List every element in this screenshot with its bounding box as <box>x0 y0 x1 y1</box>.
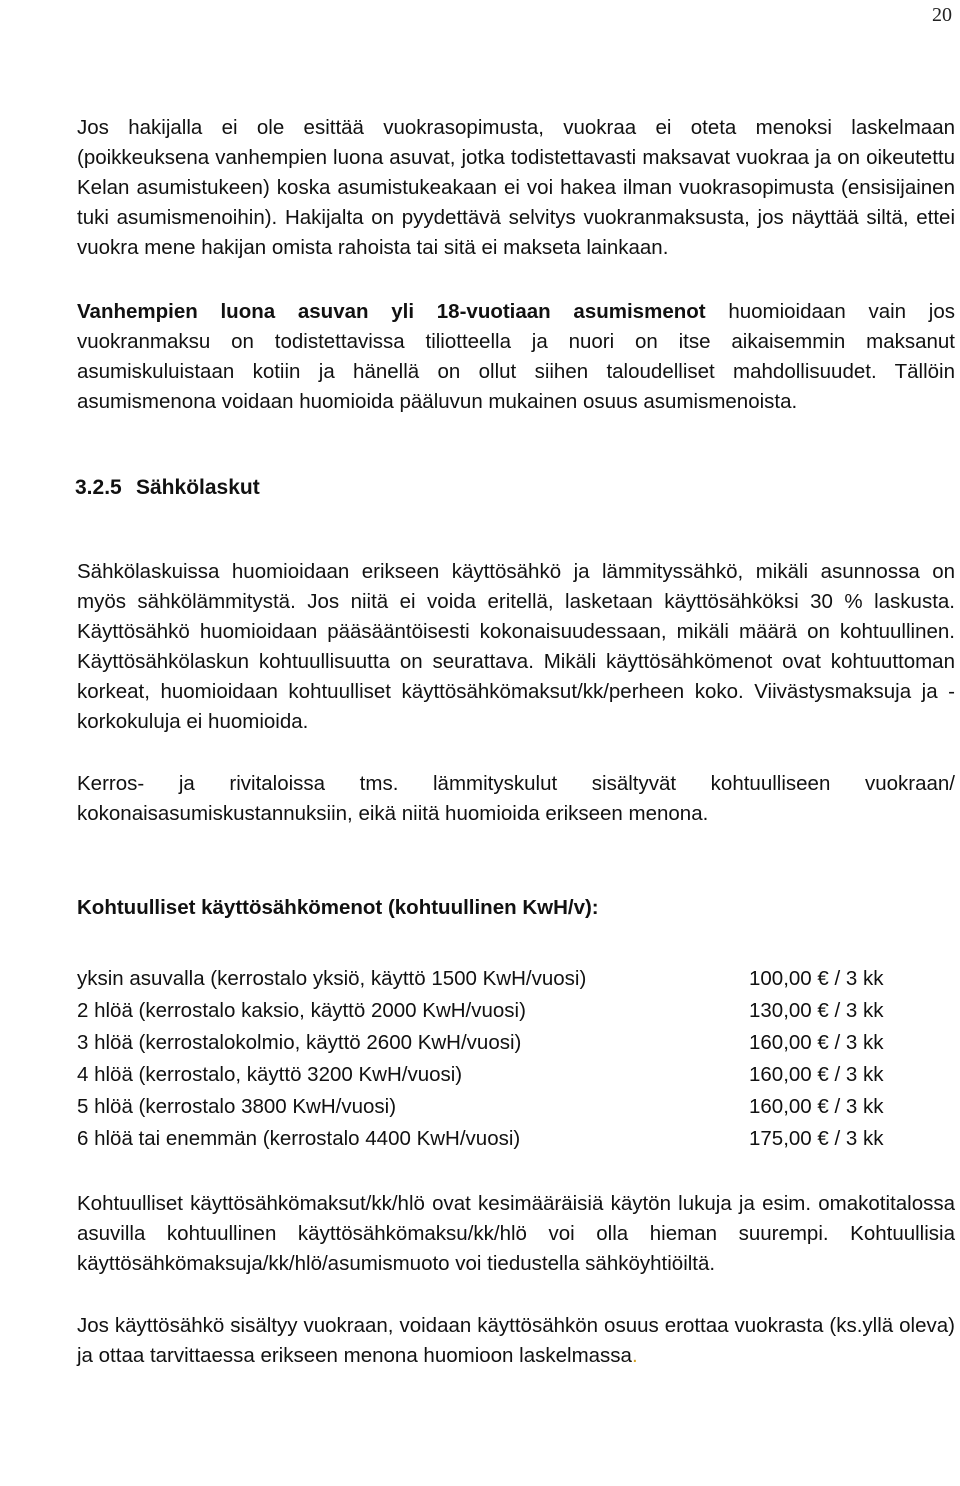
cost-row <box>77 1091 955 1123</box>
paragraph-rent-without-contract: Jos hakijalla ei ole esittää vuokrasopimusta, vuokraa ei oteta menoksi laskelmaan (poikkeuksena vanhempien luona asuvat, jotka todistettavasti maksavat vuokraa ja on oikeutettu Kelan asumistukeen) koska asumistukeakaan ei voi hakea ilman vuokrasopimusta (ensisijainen tuki asumismenoihin). Hakijalta on pyydettävä selvitys vuokranmaksusta, jos näyttää siltä, ettei vuokra mene hakijan omista rahoista tai sitä ei makseta lainkaan. <box>77 116 955 259</box>
cost-row-label: 5 hlöä (kerrostalo 3800 KwH/vuosi) <box>77 1095 397 1118</box>
page-number: 20 <box>932 4 952 26</box>
cost-row-label: 4 hlöä (kerrostalo, käyttö 3200 KwH/vuosi) <box>77 1063 463 1086</box>
cost-row-value: 100,00 € / 3 kk <box>749 967 884 990</box>
paragraph-electricity-bills: Sähkölaskuissa huomioidaan erikseen käyttösähkö ja lämmityssähkö, mikäli asunnossa on myös sähkölämmitystä. Jos niitä ei voida eritellä, lasketaan käyttösähköksi 30 % laskusta. Käyttösähkö huomioidaan pääsääntöisesti kokonaisuudessaan, mikäli määrä on kohtuullinen. Käyttösähkölaskun kohtuullisuutta on seurattava. Mikäli käyttösähkömenot ovat kohtuuttoman korkeat, huomioidaan kohtuulliset käyttösähkömaksut/kk/perheen koko. Viivästysmaksuja ja -korkokuluja ei huomioida. <box>77 560 955 733</box>
cost-row-label: 6 hlöä tai enemmän (kerrostalo 4400 KwH/vuosi) <box>77 1127 521 1150</box>
cost-row-value: 175,00 € / 3 kk <box>749 1127 884 1150</box>
cost-row-label: 2 hlöä (kerrostalo kaksio, käyttö 2000 KwH/vuosi) <box>77 999 526 1022</box>
cost-table <box>77 963 955 1155</box>
section-number: 3.2.5 <box>75 476 122 499</box>
paragraph-average-costs: Kohtuulliset käyttösähkömaksut/kk/hlö ovat kesimääräisiä käytön lukuja ja esim. omakotitalossa asuvilla kohtuullinen käyttösähkömaksu/kk/hlö voi olla hieman suurempi. Kohtuullisia käyttösähkömaksuja/kk/hlö/asumismuoto voi tiedustella sähköyhtiöiltä. <box>77 1192 955 1275</box>
paragraph-parents-housing-rest: huomioidaan vain jos vuokranmaksu on todistettavissa tiliotteella ja nuori on itse aikaisemmin maksanut asumiskuluistaan kotiin ja hänellä on ollut siihen taloudelliset mahdollisuudet. Tällöin asumismenona voidaan huomioida pääluvun mukainen osuus asumismenoista. <box>77 300 955 413</box>
paragraph-trailing-period: . <box>631 1344 638 1367</box>
cost-row-value: 160,00 € / 3 kk <box>749 1095 884 1118</box>
cost-row <box>77 1027 955 1059</box>
cost-row-value: 130,00 € / 3 kk <box>749 999 884 1022</box>
cost-row <box>77 963 955 995</box>
cost-row <box>77 1123 955 1155</box>
subheading-reasonable-costs: Kohtuulliset käyttösähkömenot (kohtuullinen KwH/v): <box>77 896 599 919</box>
document-body <box>77 113 955 1371</box>
cost-row-value: 160,00 € / 3 kk <box>749 1063 884 1086</box>
cost-row <box>77 995 955 1027</box>
cost-row-value: 160,00 € / 3 kk <box>749 1031 884 1054</box>
paragraph-parents-housing-lead: Vanhempien luona asuvan yli 18-vuotiaan asumismenot <box>77 300 706 323</box>
cost-row-label: yksin asuvalla (kerrostalo yksiö, käyttö 1500 KwH/vuosi) <box>77 967 587 990</box>
paragraph-included-in-rent-text: Jos käyttösähkö sisältyy vuokraan, voidaan käyttösähkön osuus erottaa vuokrasta (ks.yllä oleva) ja ottaa tarvittaessa erikseen menona huomioon laskelmassa <box>77 1314 955 1367</box>
paragraph-parents-housing <box>77 297 955 417</box>
section-title: Sähkölaskut <box>136 476 260 499</box>
paragraph-included-in-rent <box>77 1311 955 1371</box>
paragraph-heating-costs: Kerros- ja rivitaloissa tms. lämmityskulut sisältyvät kohtuulliseen vuokraan/ kokonaisasumiskustannuksiin, eikä niitä huomioida erikseen menona. <box>77 772 955 825</box>
cost-row-label: 3 hlöä (kerrostalokolmio, käyttö 2600 KwH/vuosi) <box>77 1031 522 1054</box>
cost-row <box>77 1059 955 1091</box>
section-heading <box>75 473 953 503</box>
